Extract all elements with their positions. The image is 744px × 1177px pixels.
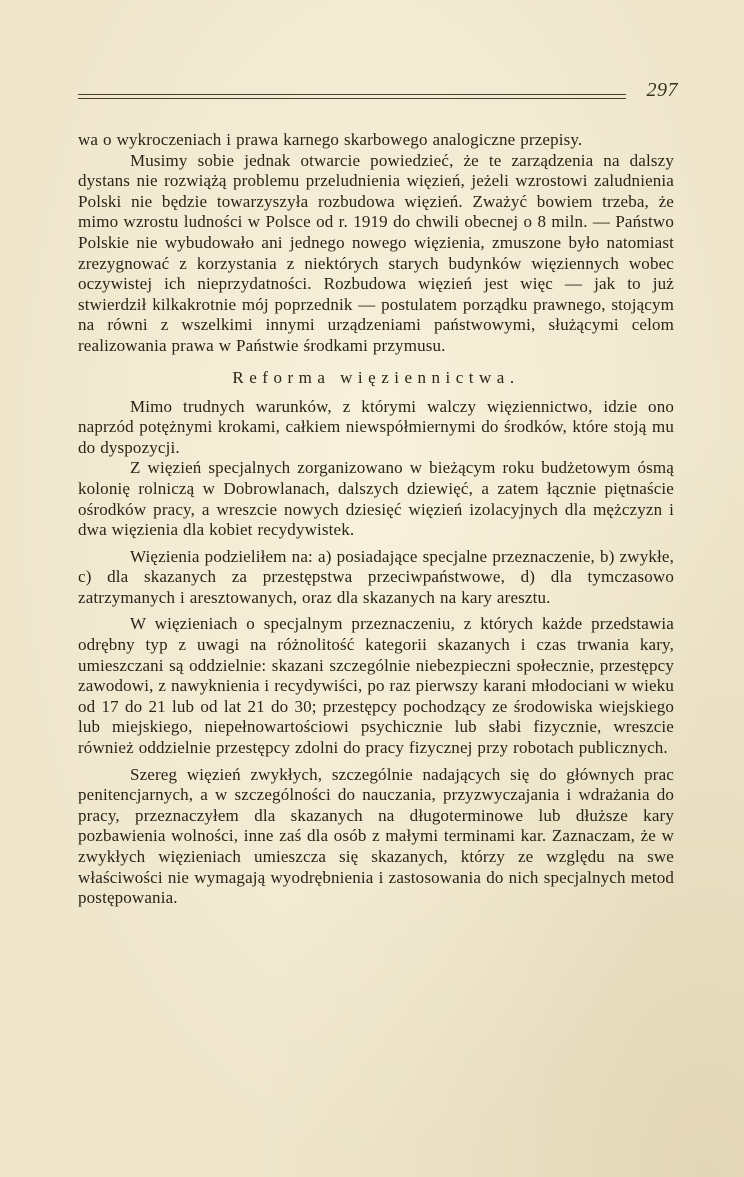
paragraph: wa o wykroczeniach i prawa karnego skarbowego analogiczne przepisy.: [78, 130, 583, 149]
paragraph: W więzieniach o specjalnym przeznaczeniu, z których każde przedstawia odrębny typ z uwagi na różnolitość kategorii skazanych i czas trwania kary, umieszczani są oddzielnie: skazani szczególnie niebezpieczni społecznie, przestępcy zawodowi, z nawyknienia i recydywiści, po raz pierwszy karani młodociani w wieku od 17 do 21 lub od lat 21 do 30; przestępcy pochodzący ze środowiska wiejskiego lub miejskiego, niepełnowartościowi psychicznie lub słabi fizycznie, wreszcie również oddzielnie przestępcy zdolni do pracy fizycznej przy robotach publicznych.: [78, 614, 674, 758]
paragraph: Szereg więzień zwykłych, szczególnie nadających się do głównych prac penitencjarnych, a w szczególności do nauczania, przyzwyczajania i wdrażania do pracy, przeznaczyłem dla skazanych na długoterminowe lub dłuższe kary pozbawienia wolności, inne zaś dla osób z małymi terminami kar. Zaznaczam, że w zwykłych więzieniach umieszcza się skazanych, którzy ze względu na swe właściwości nie wymagają wyodrębnienia i zastosowania do nich specjalnych metod postępowania.: [78, 764, 674, 908]
header-rule: [78, 98, 626, 99]
page-header: [78, 78, 678, 108]
paragraph: Musimy sobie jednak otwarcie powiedzieć, że te zarządzenia na dalszy dystans nie rozwiążą problemu przeludnienia więzień, jeżeli wzrostowi zaludnienia Polski nie będzie towarzyszyła rozbudowa więzień. Zważyć bowiem trzeba, że mimo wzrostu ludności w Polsce od r. 1919 do chwili obecnej o 8 miln. — Państwo Polskie nie wybudowało ani jednego nowego więzienia, zmuszone było natomiast zrezygnować z korzystania z niektórych starych budynków więziennych wobec oczywistej ich nieprzydatności. Rozbudowa więzień jest więc — jak to już stwierdził kilkakrotnie mój poprzednik — postulatem porządku prawnego, stojącym na równi z wszelkimi innymi urządzeniami państwowymi, służącymi celom realizowania prawa w Państwie środkami przymusu.: [78, 150, 674, 355]
paragraph: Więzienia podzieliłem na: a) posiadające specjalne przeznaczenie, b) zwykłe, c) dla skazanych za przestępstwa przeciwpaństwowe, d) dla tymczasowo zatrzymanych i aresztowanych, oraz dla skazanych na kary aresztu.: [78, 546, 674, 607]
section-heading: Reforma więziennictwa.: [232, 367, 520, 387]
paragraph: Mimo trudnych warunków, z którymi walczy więziennictwo, idzie ono naprzód potężnymi krokami, całkiem niewspółmiernymi do środków, które stoją mu do dyspozycji.: [78, 396, 674, 457]
header-rule: [78, 94, 626, 95]
page-number: 297: [646, 79, 678, 101]
body-text: [78, 130, 674, 909]
paragraph: Z więzień specjalnych zorganizowano w bieżącym roku budżetowym ósmą kolonię rolniczą w Dobrowlanach, dalszych dziewięć, a zatem łącznie piętnaście ośrodków pracy, a wreszcie nowych dziesięć więzień izolacyjnych dla mężczyzn i dwa więzienia dla kobiet recydywistek.: [78, 458, 674, 540]
